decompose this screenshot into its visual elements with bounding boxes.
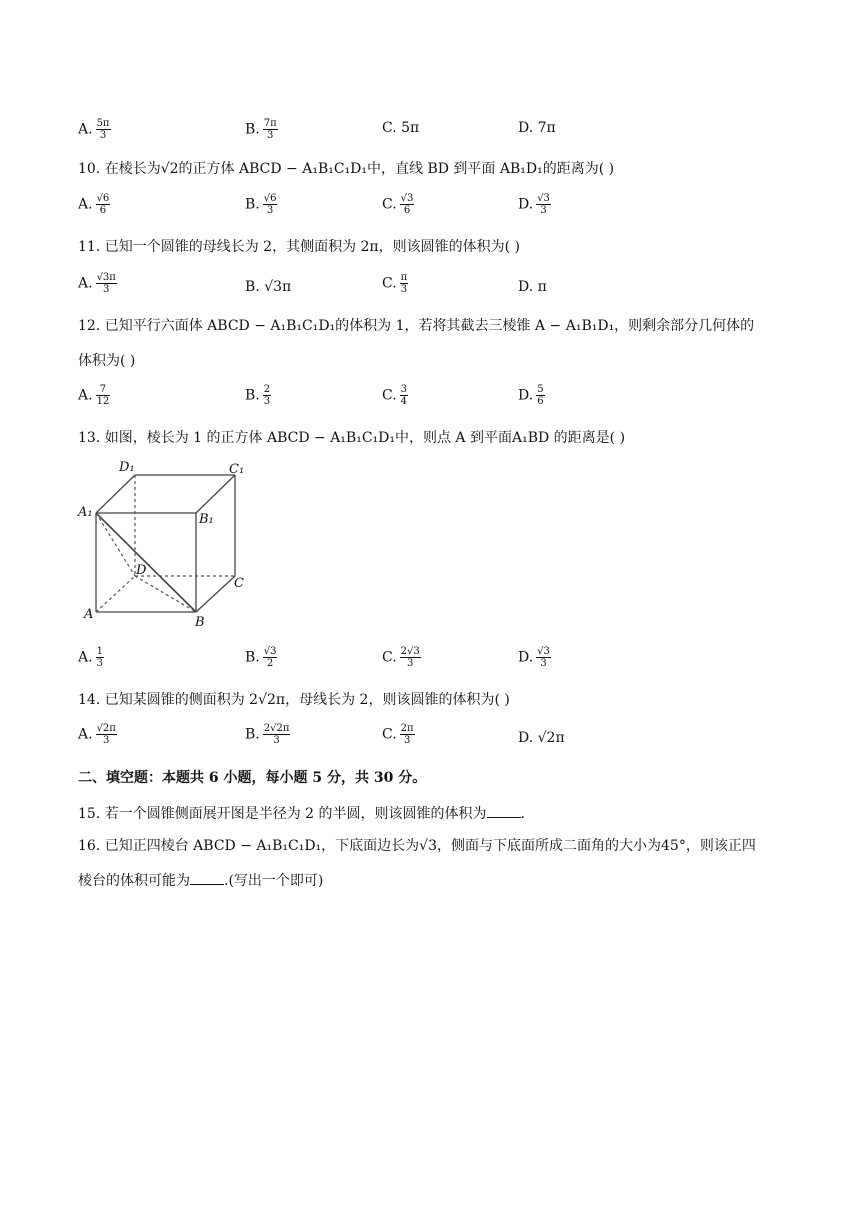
option-a: A. $\frac{7}{12}$	[78, 384, 110, 407]
q10-stem: 10. 在棱长为√2的正方体 ABCD − A₁B₁C₁D₁中，直线 BD 到平面 AB₁D₁的距离为( )	[78, 161, 615, 177]
q12-stem-line1: 12. 已知平行六面体 ABCD − A₁B₁C₁D₁的体积为 1，若将其截去三棱锥 A − A₁B₁D₁，则剩余部分几何体的	[78, 318, 755, 334]
option-c: C. $\frac{3}{4}$	[382, 384, 408, 407]
option-c: C. 5π	[382, 120, 420, 136]
fraction: $\frac{5\pi}{3}$	[96, 118, 110, 141]
q16-stem-line2: 棱台的体积可能为 .(写出一个即可)	[78, 873, 324, 889]
answer-blank	[487, 805, 521, 818]
label-a1: A₁	[78, 505, 93, 520]
answer-blank	[190, 872, 224, 885]
option-b: B. $\frac{7\pi}{3}$	[245, 118, 277, 141]
option-d: D. 7π	[518, 120, 556, 136]
option-d: D. $\frac{5}{6}$	[518, 384, 544, 407]
option-a: A. $\frac{√3\pi}{3}$	[78, 272, 116, 295]
q15-stem: 15. 若一个圆锥侧面展开图是半径为 2 的半圆，则该圆锥的体积为 .	[78, 806, 525, 822]
option-c: C. $\frac{√3}{6}$	[382, 193, 414, 216]
option-a: A. $\frac{√6}{6}$	[78, 193, 110, 216]
option-d: D. $\frac{√3}{3}$	[518, 646, 550, 669]
option-b: B. $\frac{√3}{2}$	[245, 646, 277, 669]
q14-stem: 14. 已知某圆锥的侧面积为 2√2π，母线长为 2，则该圆锥的体积为( )	[78, 692, 510, 708]
label-c1: C₁	[229, 462, 245, 477]
q11-stem: 11. 已知一个圆锥的母线长为 2，其侧面积为 2π，则该圆锥的体积为( )	[78, 239, 521, 255]
option-c: C. $\frac{2√3}{3}$	[382, 646, 420, 669]
option-a: A. $\frac{5\pi}{3}$	[78, 118, 110, 141]
q16-stem-line1: 16. 已知正四棱台 ABCD − A₁B₁C₁D₁，下底面边长为√3，侧面与下底面所成二面角的大小为45°，则该正四	[78, 838, 756, 854]
cube-figure	[75, 455, 255, 635]
label-a: A	[84, 607, 94, 622]
label-b1: B₁	[199, 512, 214, 527]
option-a: A. $\frac{1}{3}$	[78, 646, 103, 669]
q12-stem-line2: 体积为( )	[78, 353, 136, 369]
label-d: D	[136, 563, 147, 578]
option-b: B. $\frac{2√2\pi}{3}$	[245, 723, 290, 746]
option-b: B. $\frac{2}{3}$	[245, 384, 271, 407]
fraction: $\frac{7\pi}{3}$	[263, 118, 277, 141]
label-c: C	[234, 576, 244, 591]
option-c: C. $\frac{\pi}{3}$	[382, 272, 408, 295]
option-b: B. $\frac{√6}{3}$	[245, 193, 277, 216]
label-d1: D₁	[119, 460, 135, 475]
label-b: B	[195, 615, 205, 630]
option-d: D. $\frac{√3}{3}$	[518, 193, 550, 216]
option-d: D. √2π	[518, 730, 565, 746]
option-d: D. π	[518, 279, 547, 295]
q13-stem: 13. 如图，棱长为 1 的正方体 ABCD − A₁B₁C₁D₁中，则点 A 到平面A₁BD 的距离是( )	[78, 430, 626, 446]
option-a: A. $\frac{√2\pi}{3}$	[78, 723, 116, 746]
option-b: B. √3π	[245, 279, 292, 295]
option-c: C. $\frac{2\pi}{3}$	[382, 723, 414, 746]
section-heading: 二、填空题：本题共 6 小题，每小题 5 分，共 30 分。	[78, 770, 427, 786]
